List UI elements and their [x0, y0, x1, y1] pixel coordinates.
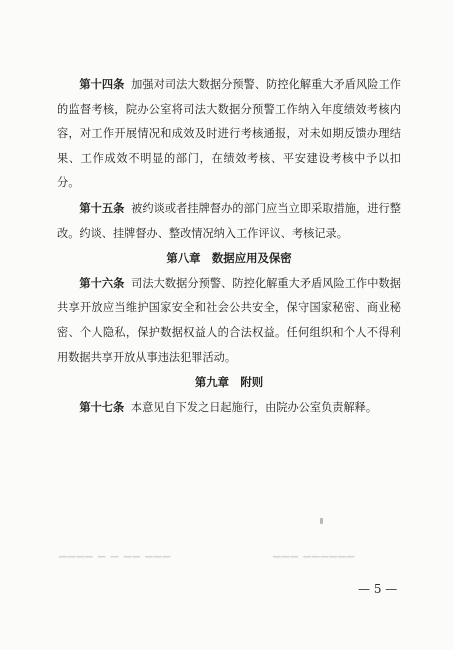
article-15-text: 被约谈或者挂牌督办的部门应当立即采取措施，进行整改。约谈、挂牌督办、整改情况纳入工作评议、考核记录。: [57, 201, 401, 240]
article-16-label: 第十六条: [79, 275, 125, 290]
article-15-label: 第十五条: [79, 200, 125, 215]
show-through-text-left: ▁▁▁ ▁▁ ▁ ▁ ▁▁▁▁: [58, 547, 171, 558]
article-16: [57, 271, 401, 370]
article-17-text: 本意见自下发之日起施行，由院办公室负责解释。: [130, 400, 378, 414]
chapter-8-heading: 第八章 数据应用及保密: [166, 251, 292, 266]
scan-speck: [320, 518, 323, 524]
document-body: [57, 72, 401, 420]
article-14-text: 加强对司法大数据分预警、防控化解重大矛盾风险工作的监督考核，院办公室将司法大数据分预警工作纳入年度绩效考核内容，对工作开展情况和成效及时进行考核通报，对未如期反馈办理结果、工作成效不明显的部门，在绩效考核、平安建设考核中予以扣分。: [57, 78, 401, 190]
article-17-label: 第十七条: [79, 399, 125, 414]
article-14: [57, 72, 401, 196]
chapter-9-heading: 第九章 附则: [194, 375, 264, 390]
page-number: — 5 —: [358, 582, 398, 596]
article-15: [57, 196, 401, 246]
article-16-text: 司法大数据分预警、防控化解重大矛盾风险工作中数据共享开放应当维护国家安全和社会公共安全，保守国家秘密、商业秘密、个人隐私，保护数据权益人的合法权益。任何组织和个人不得利用数据共享开放从事违法犯罪活动。: [57, 276, 401, 364]
article-14-label: 第十四条: [79, 77, 125, 91]
show-through-text-right: ▁▁▁▁▁▁ ▁▁▁: [272, 547, 355, 558]
article-17: [57, 395, 401, 421]
